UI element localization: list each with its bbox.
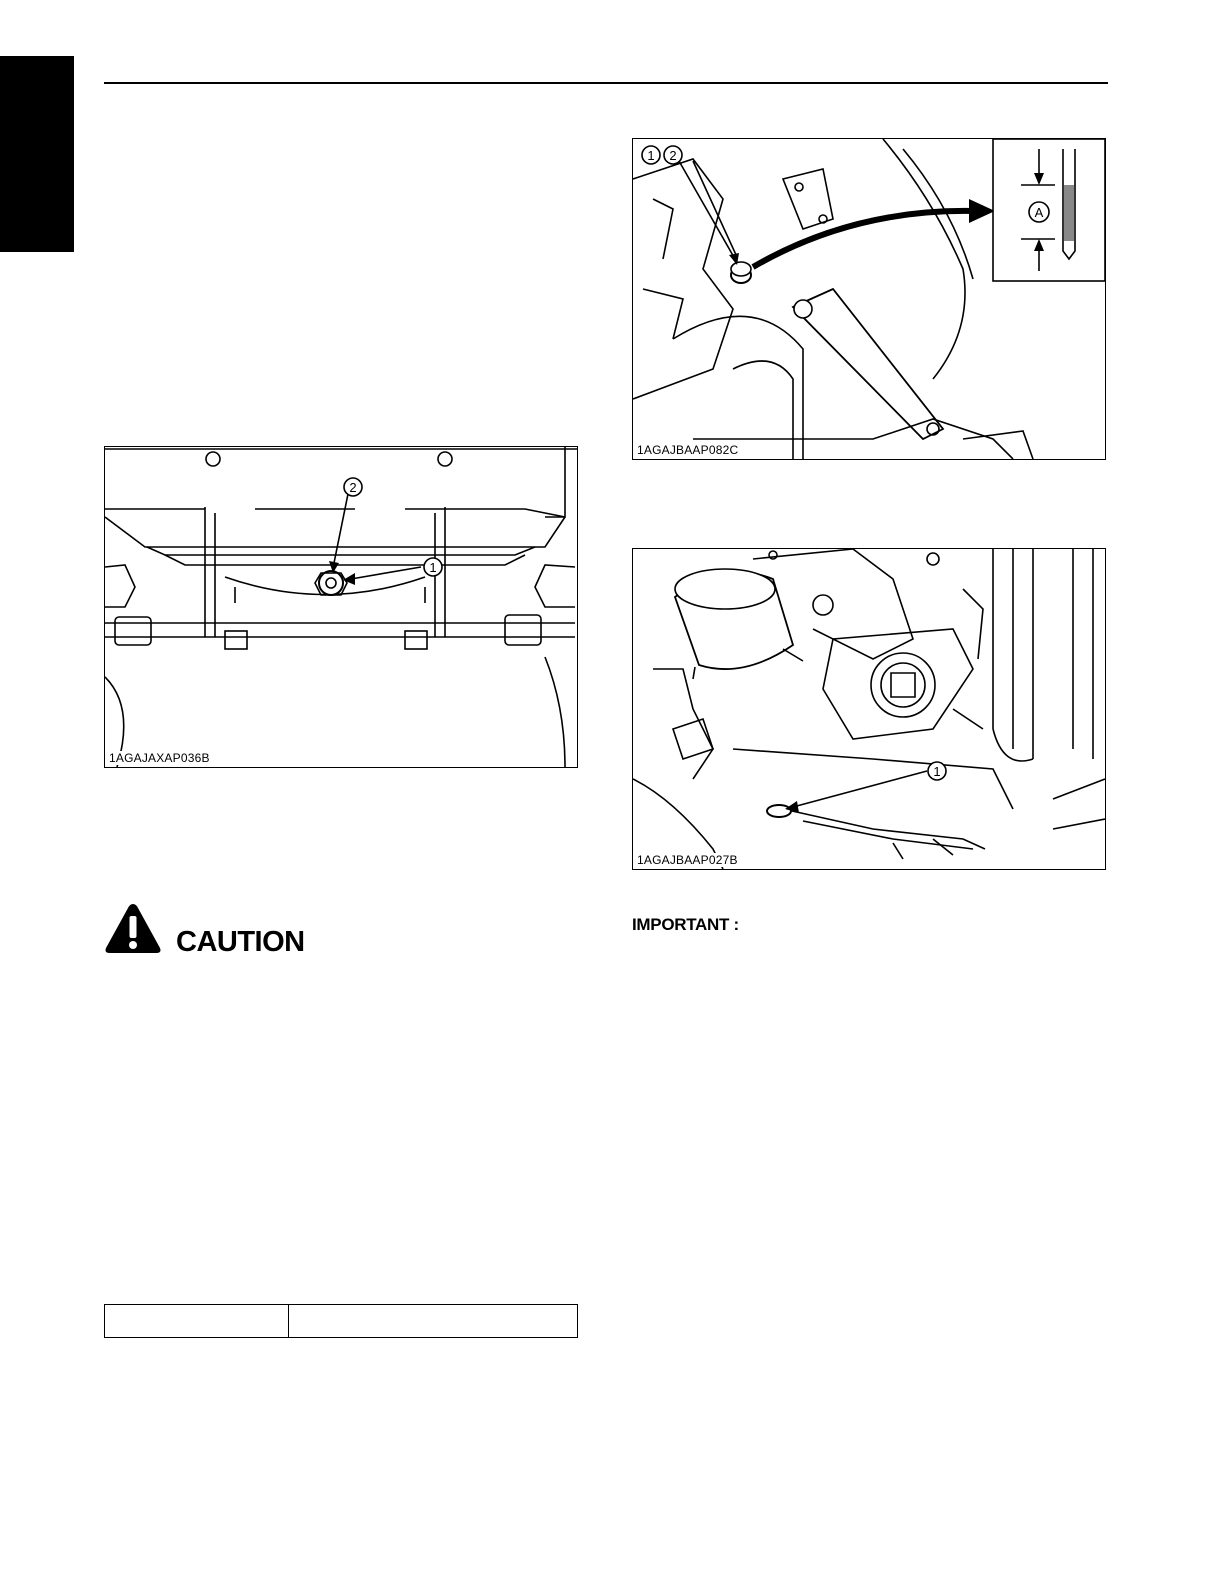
callout-1-label: 1: [933, 764, 941, 779]
callout-1-label: 1: [429, 560, 437, 575]
inset-label: A: [1034, 205, 1044, 220]
figure-transmission-drain: [632, 548, 1106, 870]
table-row: [105, 1305, 578, 1338]
figure-code: 1AGAJAXAP036B: [109, 751, 210, 765]
table-cell: [289, 1305, 578, 1338]
hydraulic-filter-illustration: [633, 139, 1105, 459]
header-rule: [104, 82, 1108, 84]
callout-2-label: 2: [349, 480, 357, 495]
table-cell: [105, 1305, 289, 1338]
spec-table: [104, 1304, 578, 1338]
front-axle-illustration: [105, 447, 577, 767]
figure-code: 1AGAJBAAP082C: [637, 443, 739, 457]
callout-1-label: 1: [647, 148, 655, 163]
caution-heading: [104, 902, 364, 960]
figure-code: 1AGAJBAAP027B: [637, 853, 738, 867]
important-label: IMPORTANT :: [632, 915, 739, 934]
warning-triangle-icon: [104, 902, 162, 956]
figure-front-axle: [104, 446, 578, 768]
transmission-drain-illustration: [633, 549, 1105, 869]
figure-hydraulic-filter: [632, 138, 1106, 460]
callout-2-label: 2: [669, 148, 677, 163]
caution-label: CAUTION: [176, 926, 305, 958]
section-tab: [0, 56, 74, 252]
